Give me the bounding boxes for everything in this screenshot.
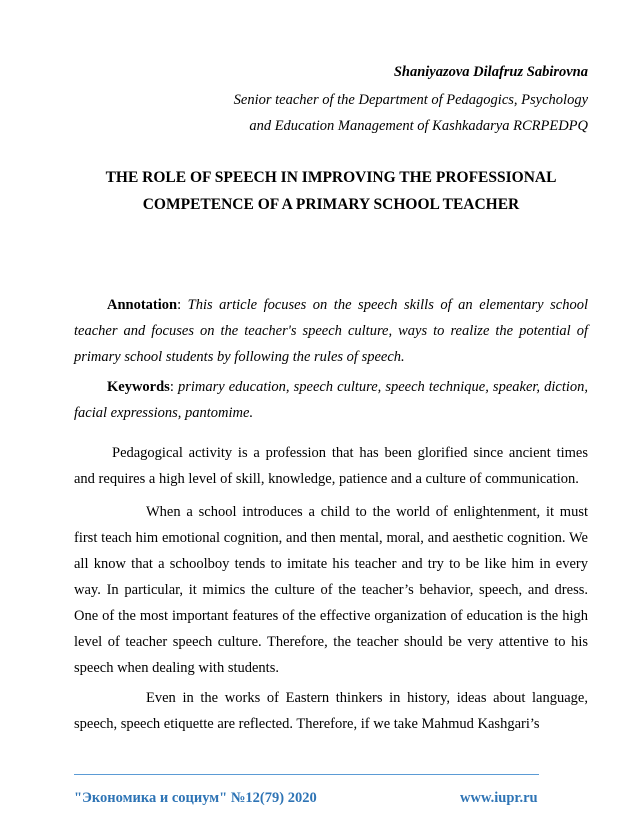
body-paragraph-1-text: Pedagogical activity is a profession that has been glorified since ancient times and requires a high level of skill, knowledge, patience and a culture of communication. [74, 445, 588, 487]
body-paragraph-3 [74, 685, 588, 737]
annotation-separator: : [177, 297, 188, 313]
keywords-text: primary education, speech culture, speech technique, speaker, diction, facial expressions, pantomime. [74, 379, 588, 421]
body-paragraph-2 [74, 499, 588, 681]
author-affiliation-line2: and Education Management of Kashkadarya RCRPEDPQ [249, 118, 588, 134]
body-paragraph-3-text: Even in the works of Eastern thinkers in history, ideas about language, speech, speech etiquette are reflected. Therefore, if we take Mahmud Kashgari’s [74, 690, 588, 732]
footer-website: www.iupr.ru [460, 790, 538, 806]
footer-journal: "Экономика и социум" №12(79) 2020 [74, 790, 317, 806]
article-title-line1: THE ROLE OF SPEECH IN IMPROVING THE PROFESSIONAL [105, 169, 557, 186]
keywords-label: Keywords [107, 379, 170, 395]
footer-divider [74, 774, 539, 775]
annotation-paragraph [74, 292, 588, 370]
article-title [74, 164, 588, 218]
keywords-separator: : [169, 379, 178, 395]
body-paragraph-1 [74, 440, 588, 492]
article-title-line2: COMPETENCE OF A PRIMARY SCHOOL TEACHER [142, 196, 520, 213]
annotation-label: Annotation [107, 297, 178, 313]
author-affiliation-line1: Senior teacher of the Department of Pedagogics, Psychology [233, 92, 588, 108]
keywords-paragraph [74, 374, 588, 426]
annotation-text: This article focuses on the speech skills of an elementary school teacher and focuses on the teacher's speech culture, ways to realize the potential of primary school students by following the rules of speech. [74, 297, 588, 365]
author-name: Shaniyazova Dilafruz Sabirovna [393, 64, 588, 80]
body-paragraph-2-text: When a school introduces a child to the world of enlightenment, it must first teach him emotional cognition, and then mental, moral, and aesthetic cognition. We all know that a schoolboy tends to imitate his teacher and try to be like him in every way. In particular, it mimics the culture of the teacher’s behavior, speech, and dress. One of the most important features of the effective organization of education is the high level of teacher speech culture. Therefore, the teacher should be very attentive to his speech when dealing with students. [74, 504, 588, 676]
